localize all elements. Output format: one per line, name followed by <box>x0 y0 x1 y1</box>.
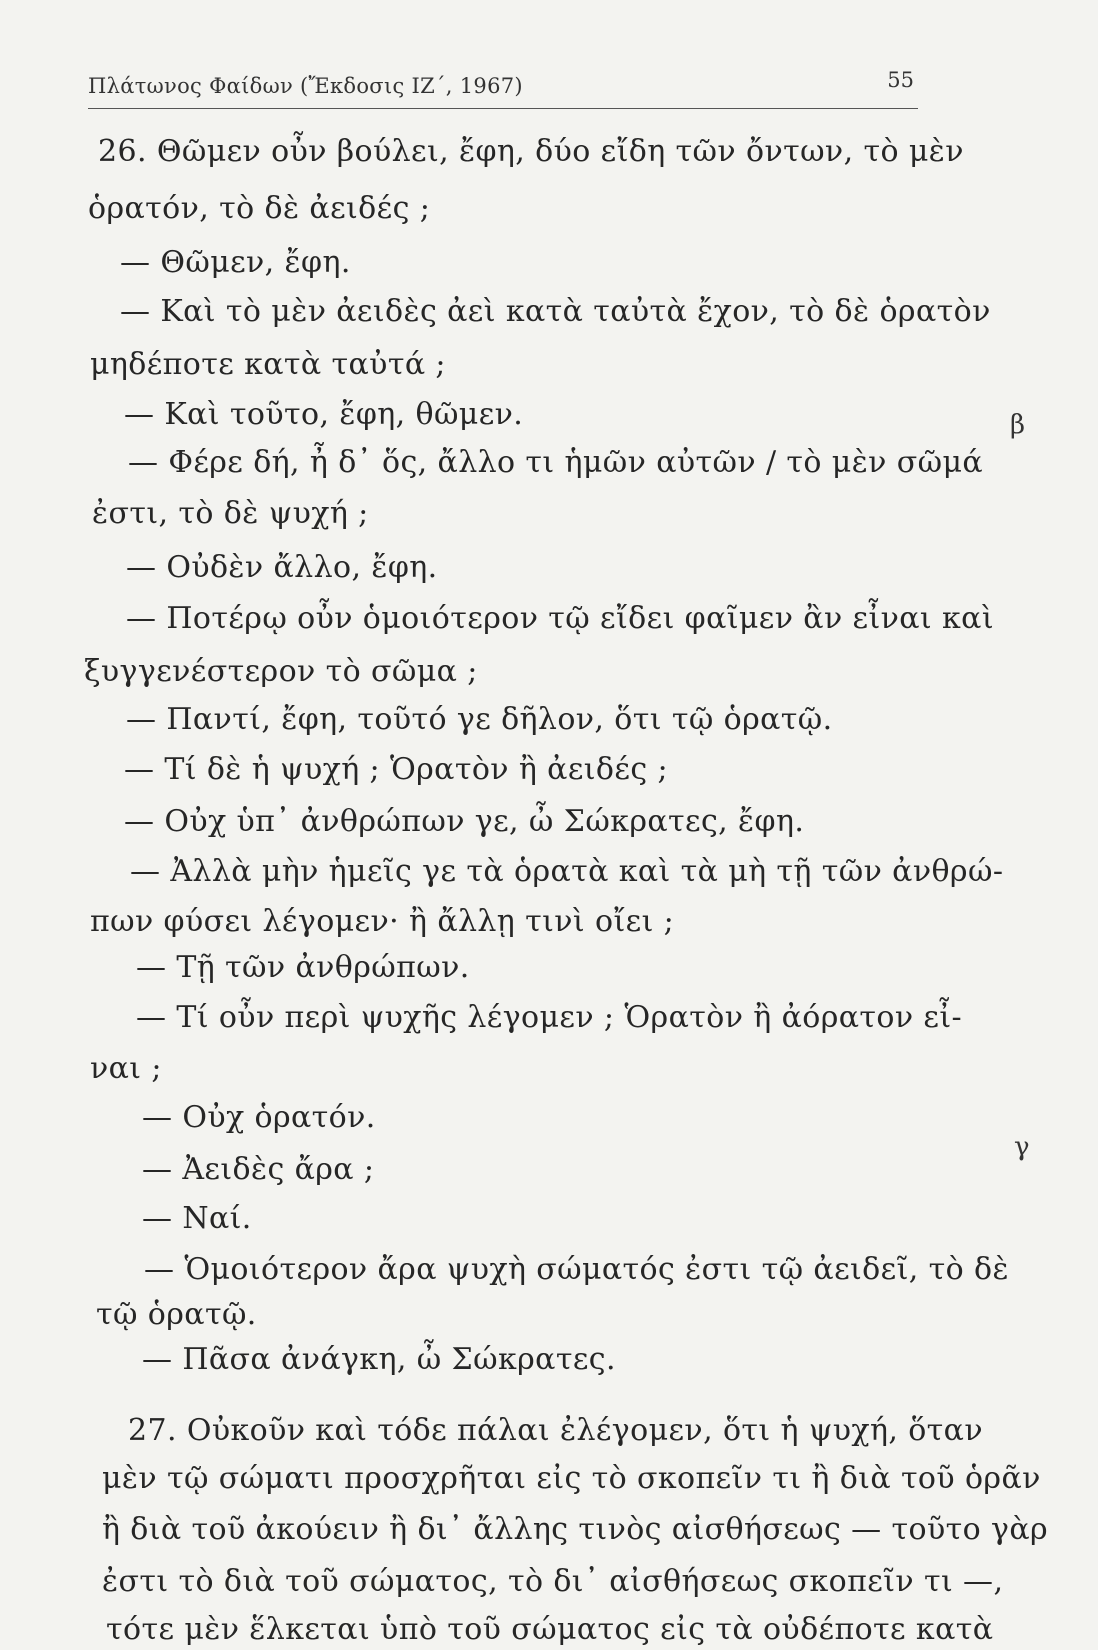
text-line: ὁρατόν, τὸ δὲ ἀειδές ; <box>88 191 431 226</box>
text-line: μηδέποτε κατὰ ταὐτά ; <box>90 347 446 382</box>
text-line: ναι ; <box>90 1051 162 1086</box>
text-line: — Τί οὖν περὶ ψυχῆς λέγομεν ; Ὁρατὸν ἢ ἀόρατον εἶ- <box>136 1000 963 1035</box>
running-header <box>88 68 918 109</box>
text-line: — Καὶ τοῦτο, ἔφη, θῶμεν. <box>124 397 524 432</box>
text-line: — Οὐχ ὑπ᾿ ἀνθρώπων γε, ὦ Σώκρατες, ἔφη. <box>124 804 805 839</box>
text-line: 26. Θῶμεν οὖν βούλει, ἔφη, δύο εἴδη τῶν ὄντων, τὸ μὲν <box>98 134 964 169</box>
text-line: — Οὐχ ὁρατόν. <box>142 1100 376 1135</box>
page-number: 55 <box>887 68 914 92</box>
text-line: 27. Οὐκοῦν καὶ τόδε πάλαι ἐλέγομεν, ὅτι ἡ ψυχή, ὅταν <box>128 1413 983 1448</box>
text-line: — Ἀλλὰ μὴν ἡμεῖς γε τὰ ὁρατὰ καὶ τὰ μὴ τῇ τῶν ἀνθρώ- <box>130 854 1004 889</box>
text-line: ἢ διὰ τοῦ ἀκούειν ἢ δι᾿ ἄλλης τινὸς αἰσθήσεως — τοῦτο γὰρ <box>102 1512 1049 1547</box>
text-line: τότε μὲν ἕλκεται ὑπὸ τοῦ σώματος εἰς τὰ οὐδέποτε κατὰ <box>106 1612 994 1647</box>
text-line: πων φύσει λέγομεν· ἢ ἄλλῃ τινὶ οἴει ; <box>90 904 675 939</box>
text-line: — Πᾶσα ἀνάγκη, ὦ Σώκρατες. <box>142 1342 616 1377</box>
text-line: — Τῇ τῶν ἀνθρώπων. <box>136 950 470 985</box>
text-line: τῷ ὁρατῷ. <box>96 1297 257 1332</box>
text-line: — Φέρε δή, ἦ δ᾿ ὅς, ἄλλο τι ἡμῶν αὐτῶν / τὸ μὲν σῶμά <box>128 445 984 480</box>
header-title: Πλάτωνος Φαίδων (Ἔκδοσις ΙΖ΄, 1967) <box>88 74 523 98</box>
text-line: — Ὁμοιότερον ἄρα ψυχὴ σώματός ἐστι τῷ ἀειδεῖ, τὸ δὲ <box>144 1252 1009 1287</box>
text-line: — Οὐδὲν ἄλλο, ἔφη. <box>126 550 438 585</box>
text-line: ἐστι τὸ διὰ τοῦ σώματος, τὸ δι᾿ αἰσθήσεως σκοπεῖν τι —, <box>102 1564 1004 1599</box>
text-line: μὲν τῷ σώματι προσχρῆται εἰς τὸ σκοπεῖν τι ἢ διὰ τοῦ ὁρᾶν <box>102 1461 1041 1496</box>
margin-marker-beta: β <box>1010 410 1026 440</box>
text-line: ξυγγενέστερον τὸ σῶμα ; <box>84 654 478 689</box>
text-line: — Παντί, ἔφη, τοῦτό γε δῆλον, ὅτι τῷ ὁρατῷ. <box>126 702 833 737</box>
text-line: — Θῶμεν, ἔφη. <box>120 245 351 280</box>
text-line: ἐστι, τὸ δὲ ψυχή ; <box>92 496 369 531</box>
text-line: — Καὶ τὸ μὲν ἀειδὲς ἀεὶ κατὰ ταὐτὰ ἔχον, τὸ δὲ ὁρατὸν <box>120 294 991 329</box>
text-line: — Ἀειδὲς ἄρα ; <box>142 1152 375 1187</box>
text-line: — Ποτέρῳ οὖν ὁμοιότερον τῷ εἴδει φαῖμεν ἂν εἶναι καὶ <box>126 601 995 636</box>
margin-marker-gamma: γ <box>1014 1132 1030 1162</box>
text-line: — Ναί. <box>142 1201 252 1236</box>
text-line: — Τί δὲ ἡ ψυχή ; Ὁρατὸν ἢ ἀειδές ; <box>124 752 668 787</box>
